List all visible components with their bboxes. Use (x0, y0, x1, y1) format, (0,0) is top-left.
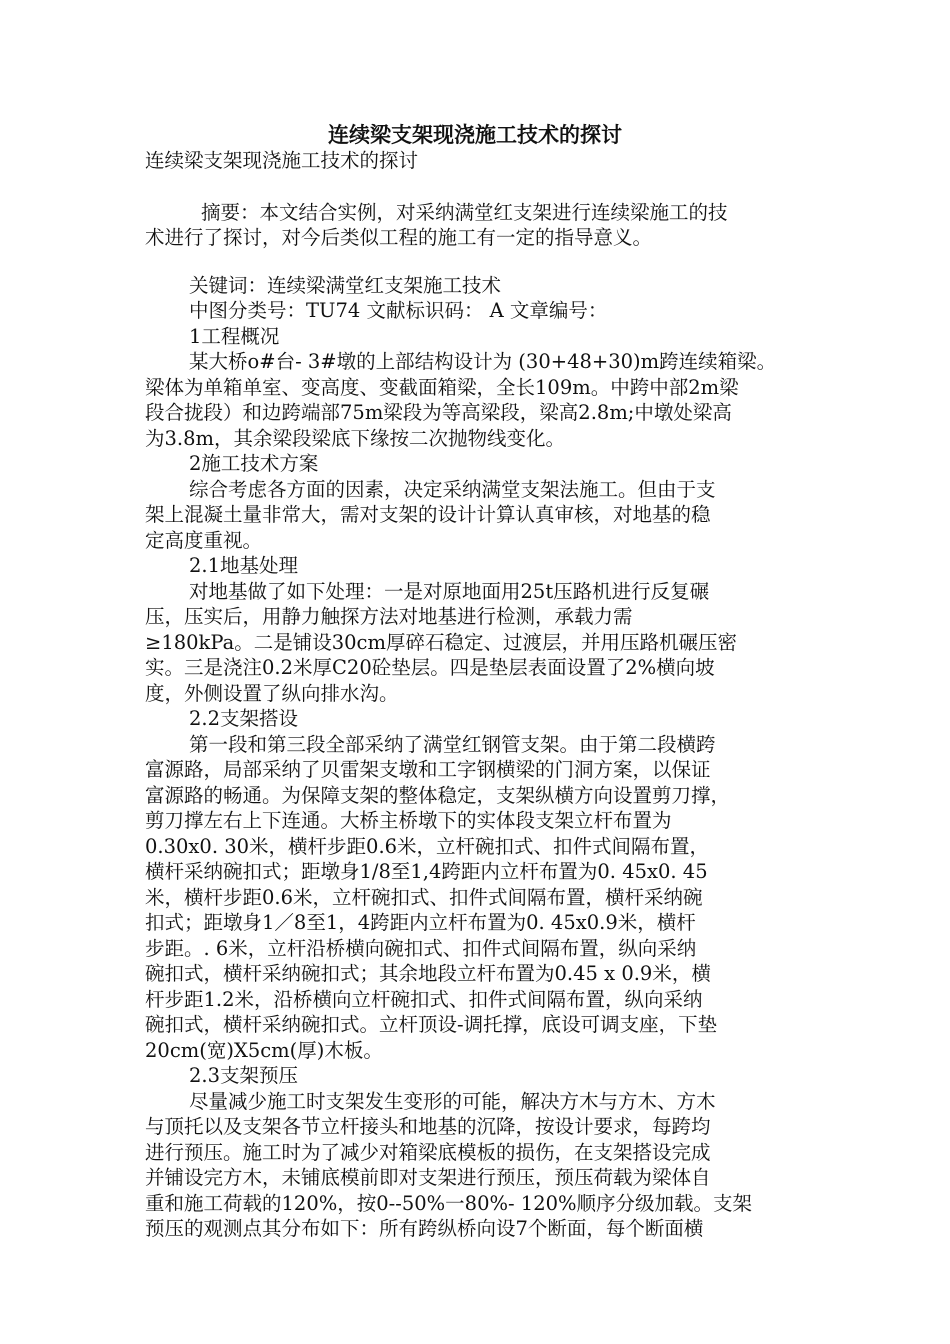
abstract-line: 摘要：本文结合实例，对采纳满堂红支架进行连续梁施工的技 (201, 200, 728, 224)
paragraph-line: 第一段和第三段全部采纳了满堂红钢管支架。由于第二段横跨 (189, 732, 716, 756)
paragraph-line: 扣式；距墩身1／8至1，4跨距内立杆布置为0. 45x0.9米，横杆 (145, 911, 696, 934)
paragraph-line: 20cm(宽)X5cm(厚)木板。 (145, 1038, 383, 1062)
paragraph-line: 定高度重视。 (145, 528, 263, 552)
paragraph-line: ≥180kPa。二是铺设30cm厚碎石稳定、过渡层，并用压路机碾压密 (145, 630, 737, 654)
paragraph-line: 进行预压。施工时为了减少对箱梁底模板的损伤，在支架搭设完成 (145, 1140, 711, 1164)
paragraph-line: 对地基做了如下处理：一是对原地面用25t压路机进行反复碾 (189, 579, 710, 603)
paragraph-line: 杆步距1.2米，沿桥横向立杆碗扣式、扣件式间隔布置，纵向采纳 (145, 987, 703, 1011)
paragraph-line: 步距。. 6米，立杆沿桥横向碗扣式、扣件式间隔布置，纵向采纳 (145, 936, 697, 960)
document-body (145, 148, 815, 1242)
paragraph-line: 实。三是浇注0.2米厚C20砼垫层。四是垫层表面设置了2%横向坡 (145, 656, 715, 679)
document-title: 连续梁支架现浇施工技术的探讨 (328, 123, 622, 147)
paragraph-line: 综合考虑各方面的因素，决定采纳满堂支架法施工。但由于支 (189, 477, 716, 501)
paragraph-line: 段合拢段）和边跨端部75m梁段为等高梁段，梁高2.8m;中墩处梁高 (145, 401, 732, 424)
section-heading: 2.3支架预压 (189, 1064, 299, 1087)
paragraph-line: 横杆采纳碗扣式；距墩身1/8至1,4跨距内立杆布置为0. 45x0. 45 (145, 860, 708, 883)
section-heading: 2.2支架搭设 (189, 707, 299, 730)
paragraph-line: 度，外侧设置了纵向排水沟。 (145, 681, 399, 705)
paragraph-line: 架上混凝土量非常大，需对支架的设计计算认真审核，对地基的稳 (145, 503, 711, 526)
keywords-line: 关键词：连续梁满堂红支架施工技术 (189, 273, 502, 297)
paragraph-line: 米，横杆步距0.6米，立杆碗扣式、扣件式间隔布置，横杆采纳碗 (145, 885, 703, 909)
section-heading: 2施工技术方案 (189, 452, 319, 475)
paragraph-line: 某大桥o#台- 3#墩的上部结构设计为 (30+48+30)m跨连续箱梁。 (189, 350, 777, 373)
paragraph-line: 尽量减少施工时支架发生变形的可能，解决方木与方木、方木 (189, 1089, 716, 1113)
spacer (145, 174, 815, 200)
paragraph-line: 0.30x0. 30米，横杆步距0.6米，立杆碗扣式、扣件式间隔布置， (145, 834, 710, 858)
classification-line: 中图分类号：TU74 文献标识码： A 文章编号： (189, 299, 608, 322)
spacer (145, 251, 815, 273)
section-heading: 1工程概况 (189, 324, 280, 348)
paragraph-line: 碗扣式，横杆采纳碗扣式；其余地段立杆布置为0.45 x 0.9米，横 (145, 962, 711, 985)
paragraph-line: 富源路的畅通。为保障支架的整体稳定，支架纵横方向设置剪刀撑， (145, 783, 731, 807)
paragraph-line: 预压的观测点其分布如下：所有跨纵桥向设7个断面，每个断面横 (145, 1217, 704, 1240)
paragraph-line: 剪刀撑左右上下连通。大桥主桥墩下的实体段支架立杆布置为 (145, 809, 672, 832)
paragraph-line: 为3.8m，其余梁段梁底下缘按二次抛物线变化。 (145, 426, 566, 450)
abstract-line: 术进行了探讨，对今后类似工程的施工有一定的指导意义。 (145, 226, 653, 249)
paragraph-line: 重和施工荷载的120%，按0--50%一80%- 120%顺序分级加载。支架 (145, 1191, 753, 1215)
section-heading: 2.1地基处理 (189, 554, 299, 577)
paragraph-line: 富源路，局部采纳了贝雷架支墩和工字钢横梁的门洞方案，以保证 (145, 758, 711, 781)
paragraph-line: 碗扣式，横杆采纳碗扣式。立杆顶设-调托撑，底设可调支座，下垫 (145, 1013, 718, 1036)
document-subtitle: 连续梁支架现浇施工技术的探讨 (145, 149, 419, 172)
paragraph-line: 压，压实后，用静力触探方法对地基进行检测，承载力需 (145, 605, 633, 628)
paragraph-line: 并铺设完方木，未铺底模前即对支架进行预压，预压荷载为梁体自 (145, 1166, 711, 1189)
paragraph-line: 梁体为单箱单室、变高度、变截面箱梁，全长109m。中跨中部2m梁 (145, 375, 739, 399)
paragraph-line: 与顶托以及支架各节立杆接头和地基的沉降，按设计要求，每跨均 (145, 1115, 711, 1138)
